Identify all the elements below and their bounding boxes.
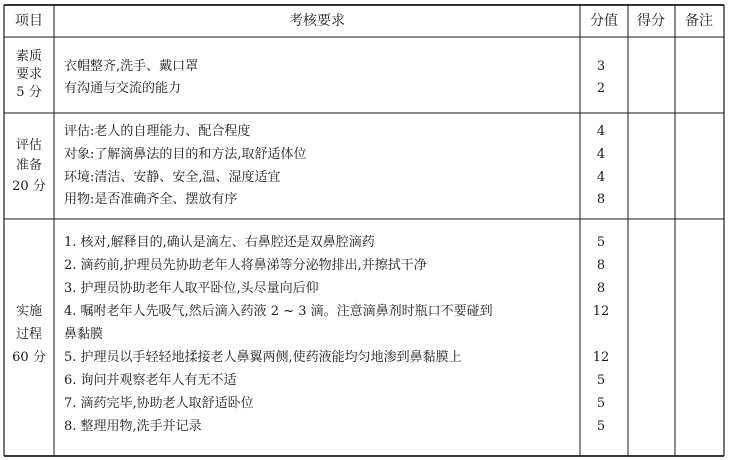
score-value: 5 xyxy=(596,419,606,434)
section-name-line: 5 分 xyxy=(16,85,42,100)
score-value: 5 xyxy=(596,235,606,250)
score-value: 5 xyxy=(596,396,606,411)
header-requirements: 考核要求 xyxy=(289,13,345,29)
requirement-text: 5. 护理员以手轻轻地揉接老人鼻翼两侧,使药液能均匀地渗到鼻黏膜上 xyxy=(64,350,462,365)
score-value: 4 xyxy=(596,147,606,162)
requirement-text: 6. 询问并观察老年人有无不适 xyxy=(64,373,237,388)
score-value: 8 xyxy=(596,192,606,207)
score-value: 4 xyxy=(596,124,606,139)
score-value: 3 xyxy=(596,59,606,74)
score-value: 12 xyxy=(592,304,610,319)
score-value: 5 xyxy=(596,373,606,388)
score-value: 4 xyxy=(596,170,606,185)
section-name-line: 20 分 xyxy=(12,179,46,194)
header-earned: 得分 xyxy=(637,13,665,29)
score-value: 8 xyxy=(596,258,606,273)
requirement-text: 用物:是否准确齐全、摆放有序 xyxy=(64,192,238,207)
section-name-line: 60 分 xyxy=(12,350,46,365)
requirement-text: 4. 嘱咐老年人先吸气,然后滴入药液 2 ~ 3 滴。注意滴鼻剂时瓶口不要碰到 xyxy=(64,304,493,319)
requirement-text: 1. 核对,解释目的,确认是滴左、右鼻腔还是双鼻腔滴药 xyxy=(64,235,375,250)
requirement-text: 8. 整理用物,洗手并记录 xyxy=(64,419,202,434)
score-value: 12 xyxy=(592,350,610,365)
header-remarks: 备注 xyxy=(685,13,713,29)
header-item: 项目 xyxy=(15,13,43,29)
requirement-text: 对象:了解滴鼻法的目的和方法,取舒适体位 xyxy=(64,147,307,162)
requirement-text: 7. 滴药完毕,协助老人取舒适卧位 xyxy=(64,396,254,411)
requirement-text: 有沟通与交流的能力 xyxy=(64,81,182,96)
section-name-line: 实施 xyxy=(15,304,43,319)
section-name-line: 过程 xyxy=(15,327,43,342)
requirement-text: 鼻黏膜 xyxy=(64,327,104,342)
score-value: 8 xyxy=(596,281,606,296)
requirement-text: 环境:清洁、安静、安全,温、湿度适宜 xyxy=(64,170,281,185)
requirement-text: 评估:老人的自理能力、配合程度 xyxy=(64,124,251,139)
score-value: 2 xyxy=(596,81,606,96)
section-name-line: 评估 xyxy=(15,138,43,153)
section-name-line: 要求 xyxy=(15,67,43,82)
section-name-line: 素质 xyxy=(15,49,43,64)
requirement-text: 2. 滴药前,护理员先协助老年人将鼻涕等分泌物排出,并擦拭干净 xyxy=(64,258,427,273)
header-score: 分值 xyxy=(590,13,618,29)
requirement-text: 衣帽整齐,洗手、戴口罩 xyxy=(64,59,199,74)
requirement-text: 3. 护理员协助老年人取平卧位,头尽量向后仰 xyxy=(64,281,319,296)
section-name-line: 准备 xyxy=(15,158,43,173)
